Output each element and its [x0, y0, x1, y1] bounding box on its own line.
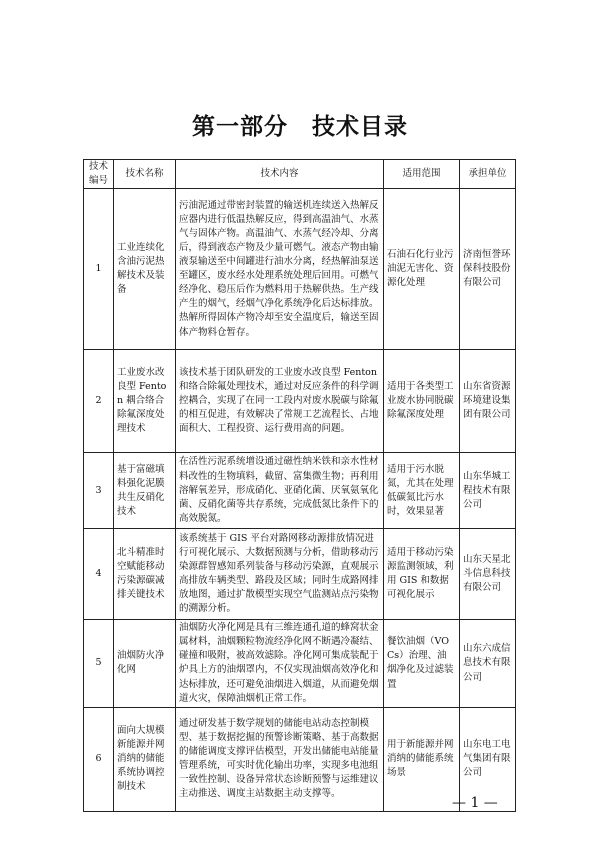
row-name: 面向大规模新能源并网消纳的储能系统协调控制技术 [114, 707, 176, 811]
table-row [84, 189, 516, 350]
row-unit: 山东华城工程技术有限公司 [460, 453, 516, 529]
row-id: 3 [84, 453, 114, 529]
row-content: 污油泥通过带密封装置的输送机连续送入热解反应器内进行低温热解反应，得到高温油气、水蒸气与固体产物。高温油气、水蒸气经冷却、分离后，得到液态产物及少量可燃气。液态产物由输液泵输送至中间罐进行油水分离，经热解油泵送至罐区，废水经水处理系统处理后回用。可燃气经净化、稳压后作为燃料用于热解供热。生产线产生的烟气，经烟气净化系统净化后达标排放。热解所得固体产物冷却至安全温度后，输送至固体产物料仓暂存。 [176, 189, 384, 350]
row-unit: 山东电工电气集团有限公司 [460, 707, 516, 811]
table-row [84, 707, 516, 811]
page-title: 第一部分 技术目录 [192, 113, 408, 140]
row-scope: 用于新能源并网消纳的储能系统场景 [384, 707, 460, 811]
header-unit: 承担单位 [460, 160, 516, 189]
row-name: 基于富磁填料强化泥膜共生反硝化技术 [114, 453, 176, 529]
row-name: 油烟防火净化网 [114, 620, 176, 708]
header-scope: 适用范围 [384, 160, 460, 189]
row-content: 油烟防火净化网是具有三维连通孔道的蜂窝状金属材料，油烟颗粒物流经净化网不断遇冷凝结、碰撞和吸附，被高效滤除。净化网可集成装配于炉具上方的油烟罩内，不仅实现油烟高效净化和达标排放，还可避免油烟进入烟道，从而避免烟道火灾，保障油烟机正常工作。 [176, 620, 384, 708]
row-id: 2 [84, 350, 114, 453]
row-scope: 适用于移动污染源监测领域，利用 GIS 和数据可视化展示 [384, 529, 460, 620]
technology-catalog-table [83, 159, 516, 812]
table-row [84, 350, 516, 453]
row-id: 1 [84, 189, 114, 350]
row-name: 工业废水改良型 Fenton 耦合络合除氟深度处理技术 [114, 350, 176, 453]
row-scope: 适用于各类型工业废水协同脱碳除氟深度处理 [384, 350, 460, 453]
table-row [84, 453, 516, 529]
row-scope: 石油石化行业污油泥无害化、资源化处理 [384, 189, 460, 350]
row-scope: 适用于污水脱氮，尤其在处理低碳氮比污水时，效果显著 [384, 453, 460, 529]
row-id: 4 [84, 529, 114, 620]
table-row [84, 620, 516, 708]
row-unit: 山东省资源环境建设集团有限公司 [460, 350, 516, 453]
header-tech-id: 技术 编号 [84, 160, 114, 189]
row-name: 北斗精准时空赋能移动污染源碳减排关键技术 [114, 529, 176, 620]
row-id: 6 [84, 707, 114, 811]
header-tech-content: 技术内容 [176, 160, 384, 189]
row-unit: 山东天星北斗信息科技有限公司 [460, 529, 516, 620]
row-unit: 山东六成信息技术有限公司 [460, 620, 516, 708]
table-row [84, 529, 516, 620]
row-unit: 济南恒誉环保科技股份有限公司 [460, 189, 516, 350]
row-content: 在活性污泥系统增设通过磁性纳米铁和亲水性材料改性的生物填料，截留、富集微生物；再利用溶解氧差异，形成硝化、亚硝化菌、厌氧氨氧化菌、反硝化菌等共存系统，完成低氮比条件下的高效脱氮。 [176, 453, 384, 529]
header-tech-name: 技术名称 [114, 160, 176, 189]
row-content: 该技术基于团队研发的工业废水改良型 Fenton 和络合除氟处理技术，通过对反应条件的科学调控耦合，实现了在同一工段内对废水脱碳与除氟的相互促进，有效解决了常规工艺流程长、占地面积大、工程投资、运行费用高的问题。 [176, 350, 384, 453]
table-header-row [84, 160, 516, 189]
row-name: 工业连续化含油污泥热解技术及装备 [114, 189, 176, 350]
row-scope: 餐饮油烟（VOCs）治理、油烟净化及过滤装置 [384, 620, 460, 708]
row-id: 5 [84, 620, 114, 708]
row-content: 该系统基于 GIS 平台对路网移动源排放情况进行可视化展示、大数据预测与分析，借助移动污染源群智感知系列装备与移动污染源，直观展示高排放车辆类型、路段及区域；同时生成路网排放地图，通过扩散模型实现空气监测站点污染物的溯源分析。 [176, 529, 384, 620]
row-content: 通过研发基于数学规划的储能电站动态控制模型、基于数据挖掘的预警诊断策略、基于高数据的储能调度支撑评估模型，开发出储能电站能量管理系统，可实时优化输出功率，实现多电池组一致性控制、设备异常状态诊断预警与运维建议主动推送、调度主站数据主动支撑等。 [176, 707, 384, 811]
page-number: — 1 — [452, 795, 498, 811]
